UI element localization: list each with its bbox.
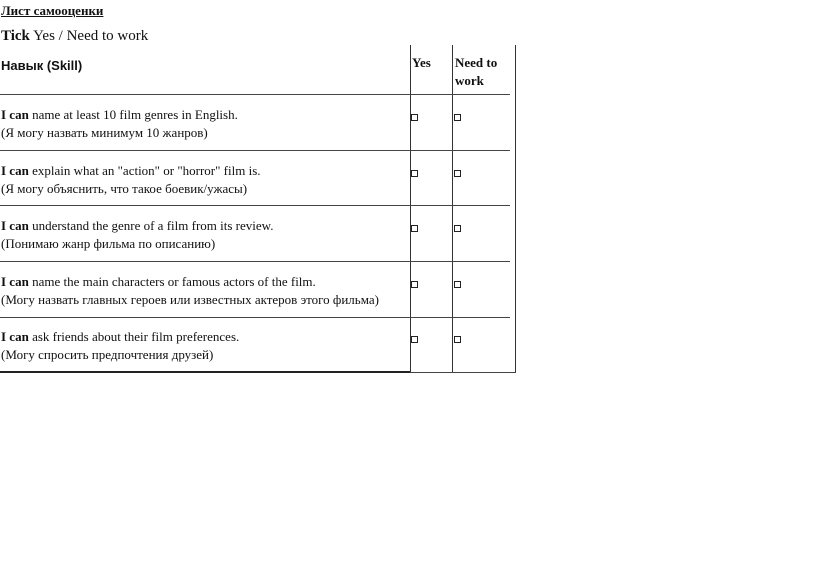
skill-en (1, 328, 239, 346)
skill-row-3 (1, 217, 273, 253)
skill-ru: (Я могу назвать минимум 10 жанров) (1, 125, 208, 140)
need-to-work-checkbox[interactable] (454, 114, 461, 121)
skill-en (1, 217, 273, 235)
self-assessment-table (0, 45, 516, 373)
yes-checkbox[interactable] (411, 114, 418, 121)
skill-lead: I can (1, 107, 29, 122)
skill-text: explain what an "action" or "horror" film is. (28, 163, 261, 178)
header-need-line1: Need to (455, 55, 498, 70)
table-right-border (515, 45, 516, 373)
yes-checkbox[interactable] (411, 281, 418, 288)
skill-text: understand the genre of a film from its review. (28, 218, 274, 233)
skill-row-4 (1, 273, 379, 309)
table-bottom-border (410, 372, 516, 373)
need-to-work-checkbox[interactable] (454, 336, 461, 343)
skill-en (1, 273, 379, 291)
header-need-line2: work (455, 73, 484, 88)
yes-checkbox[interactable] (411, 170, 418, 177)
skill-ru: (Я могу объяснить, что такое боевик/ужасы) (1, 181, 248, 196)
need-to-work-checkbox[interactable] (454, 225, 461, 232)
skill-row-2 (1, 162, 261, 198)
skill-ru: (Могу назвать главных героев или известных актеров этого фильма) (1, 292, 379, 307)
skill-ru: (Понимаю жанр фильма по описанию) (1, 236, 216, 251)
row-divider (0, 150, 510, 151)
document-title: Лист самооценки (1, 3, 104, 18)
skill-row-1 (1, 106, 238, 142)
skill-en (1, 162, 261, 180)
yes-checkbox[interactable] (411, 336, 418, 343)
header-skill: Навык (Skill) (1, 58, 83, 73)
skill-lead: I can (1, 274, 29, 289)
skill-ru: (Могу спросить предпочтения друзей) (1, 347, 214, 362)
row-divider (0, 94, 510, 95)
need-to-work-checkbox[interactable] (454, 170, 461, 177)
instructions (1, 28, 148, 45)
header-need-to-work (455, 54, 497, 90)
skill-text: name the main characters or famous actors of the film. (28, 274, 316, 289)
skill-lead: I can (1, 329, 29, 344)
row-divider (0, 317, 510, 318)
instructions-rest: Yes / Need to work (29, 28, 149, 44)
yes-checkbox[interactable] (411, 225, 418, 232)
row-divider (0, 205, 510, 206)
table-bottom-border (0, 371, 410, 373)
skill-lead: I can (1, 218, 29, 233)
skill-text: ask friends about their film preferences. (28, 329, 240, 344)
skill-en (1, 106, 238, 124)
skill-text: name at least 10 film genres in English. (28, 107, 238, 122)
instructions-tick: Tick (1, 28, 30, 44)
skill-lead: I can (1, 163, 29, 178)
row-divider (0, 261, 510, 262)
skill-row-5 (1, 328, 239, 364)
need-to-work-checkbox[interactable] (454, 281, 461, 288)
header-yes: Yes (412, 55, 431, 70)
